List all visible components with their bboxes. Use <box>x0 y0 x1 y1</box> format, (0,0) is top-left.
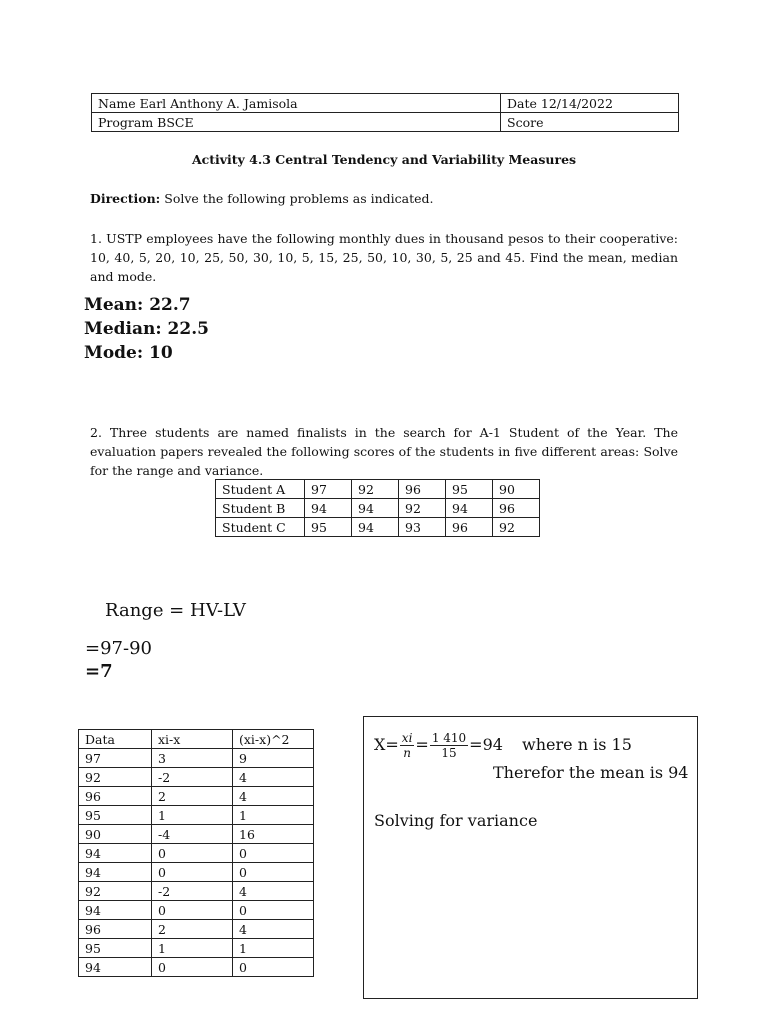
table-cell: 4 <box>233 787 314 806</box>
table-cell: 93 <box>399 518 446 537</box>
direction-text: Solve the following problems as indicated. <box>160 191 434 206</box>
activity-title: Activity 4.3 Central Tendency and Variability Measures <box>191 152 577 167</box>
table-cell: 92 <box>493 518 540 537</box>
table-cell: 94 <box>79 901 152 920</box>
table-cell: 94 <box>79 958 152 977</box>
table-row <box>216 499 540 518</box>
table-cell: Student B <box>216 499 305 518</box>
table-cell: 2 <box>152 787 233 806</box>
info-row <box>92 113 679 132</box>
table-cell: 0 <box>233 901 314 920</box>
table-cell: 92 <box>79 768 152 787</box>
solving-variance-line: Solving for variance <box>374 811 538 830</box>
table-row <box>79 882 314 901</box>
table-cell: 90 <box>79 825 152 844</box>
table-cell: 95 <box>79 939 152 958</box>
table-row <box>216 480 540 499</box>
table-row <box>79 749 314 768</box>
table-cell: 94 <box>352 499 399 518</box>
mean-result: =94 <box>469 735 503 754</box>
table-row <box>79 939 314 958</box>
table-cell: 4 <box>233 920 314 939</box>
table-cell: Student A <box>216 480 305 499</box>
work-box <box>363 716 698 999</box>
median-answer: Median: 22.5 <box>84 319 209 339</box>
column-header: xi-x <box>152 730 233 749</box>
table-cell: 16 <box>233 825 314 844</box>
table-cell: 94 <box>446 499 493 518</box>
table-cell: 92 <box>79 882 152 901</box>
table-row <box>79 901 314 920</box>
table-cell: 9 <box>233 749 314 768</box>
table-cell: 0 <box>152 863 233 882</box>
table-cell: 95 <box>305 518 352 537</box>
table-row <box>79 844 314 863</box>
table-cell: 97 <box>79 749 152 768</box>
table-cell: 97 <box>305 480 352 499</box>
table-cell: 92 <box>399 499 446 518</box>
table-cell: 96 <box>399 480 446 499</box>
fraction-denominator: n <box>403 746 411 760</box>
direction <box>90 191 434 206</box>
therefore-line: Therefor the mean is 94 <box>493 763 689 782</box>
table-cell: 4 <box>233 768 314 787</box>
table-row <box>216 518 540 537</box>
table-cell: 0 <box>152 844 233 863</box>
table-cell: 94 <box>79 863 152 882</box>
table-row <box>79 825 314 844</box>
table-header-row <box>79 730 314 749</box>
table-row <box>79 920 314 939</box>
x-equals: X= <box>374 735 399 754</box>
table-cell: 90 <box>493 480 540 499</box>
mode-answer: Mode: 10 <box>84 343 173 363</box>
table-row <box>79 787 314 806</box>
table-cell: 95 <box>446 480 493 499</box>
table-cell: 1 <box>233 939 314 958</box>
table-row <box>79 958 314 977</box>
scores-table <box>215 479 540 537</box>
table-cell: 3 <box>152 749 233 768</box>
date-field: Date 12/14/2022 <box>501 94 679 113</box>
fraction-numerator: 1 410 <box>431 731 467 745</box>
table-cell: 94 <box>79 844 152 863</box>
table-cell: 1 <box>152 939 233 958</box>
variance-table <box>78 729 314 977</box>
equals-sign: = <box>415 735 429 754</box>
fraction-sum-over-n <box>430 731 468 760</box>
direction-label: Direction: <box>90 191 161 206</box>
table-cell: 95 <box>79 806 152 825</box>
table-cell: 1 <box>152 806 233 825</box>
student-name: Name Earl Anthony A. Jamisola <box>92 94 501 113</box>
table-cell: 0 <box>152 901 233 920</box>
column-header: (xi-x)^2 <box>233 730 314 749</box>
fraction-xi-over-n <box>400 731 415 760</box>
table-cell: -2 <box>152 882 233 901</box>
table-row <box>79 863 314 882</box>
table-cell: 92 <box>352 480 399 499</box>
table-cell: -2 <box>152 768 233 787</box>
table-cell: Student C <box>216 518 305 537</box>
mean-formula <box>374 731 632 760</box>
range-step-2: =7 <box>85 661 113 682</box>
table-cell: 96 <box>493 499 540 518</box>
info-table <box>91 93 679 132</box>
table-cell: 94 <box>352 518 399 537</box>
table-cell: -4 <box>152 825 233 844</box>
table-cell: 2 <box>152 920 233 939</box>
problem-1-text: 1. USTP employees have the following monthly dues in thousand pesos to their cooperative: 10, 40, 5, 20, 10, 25, 50, 30, 10, 5, 15, 25, 50, 10, 30, 5, 25 and 45. Find the mean, median and mode. <box>90 231 678 284</box>
table-cell: 96 <box>79 787 152 806</box>
score-field: Score <box>501 113 679 132</box>
table-row <box>79 768 314 787</box>
fraction-denominator: 15 <box>441 746 457 760</box>
table-cell: 0 <box>233 863 314 882</box>
program-field: Program BSCE <box>92 113 501 132</box>
column-header: Data <box>79 730 152 749</box>
table-cell: 0 <box>233 844 314 863</box>
problem-2-text: 2. Three students are named finalists in the search for A-1 Student of the Year. The evaluation papers revealed the following scores of the students in five different areas: Solve for the range and variance. <box>90 425 678 478</box>
mean-answer: Mean: 22.7 <box>84 295 191 315</box>
table-cell: 0 <box>233 958 314 977</box>
table-cell: 0 <box>152 958 233 977</box>
table-cell: 94 <box>305 499 352 518</box>
fraction-numerator: xi <box>401 731 413 745</box>
info-row <box>92 94 679 113</box>
table-cell: 1 <box>233 806 314 825</box>
range-formula: Range = HV-LV <box>105 600 246 621</box>
where-note: where n is 15 <box>522 735 632 754</box>
table-row <box>79 806 314 825</box>
range-step-1: =97-90 <box>85 638 152 659</box>
table-cell: 96 <box>446 518 493 537</box>
table-cell: 96 <box>79 920 152 939</box>
table-cell: 4 <box>233 882 314 901</box>
